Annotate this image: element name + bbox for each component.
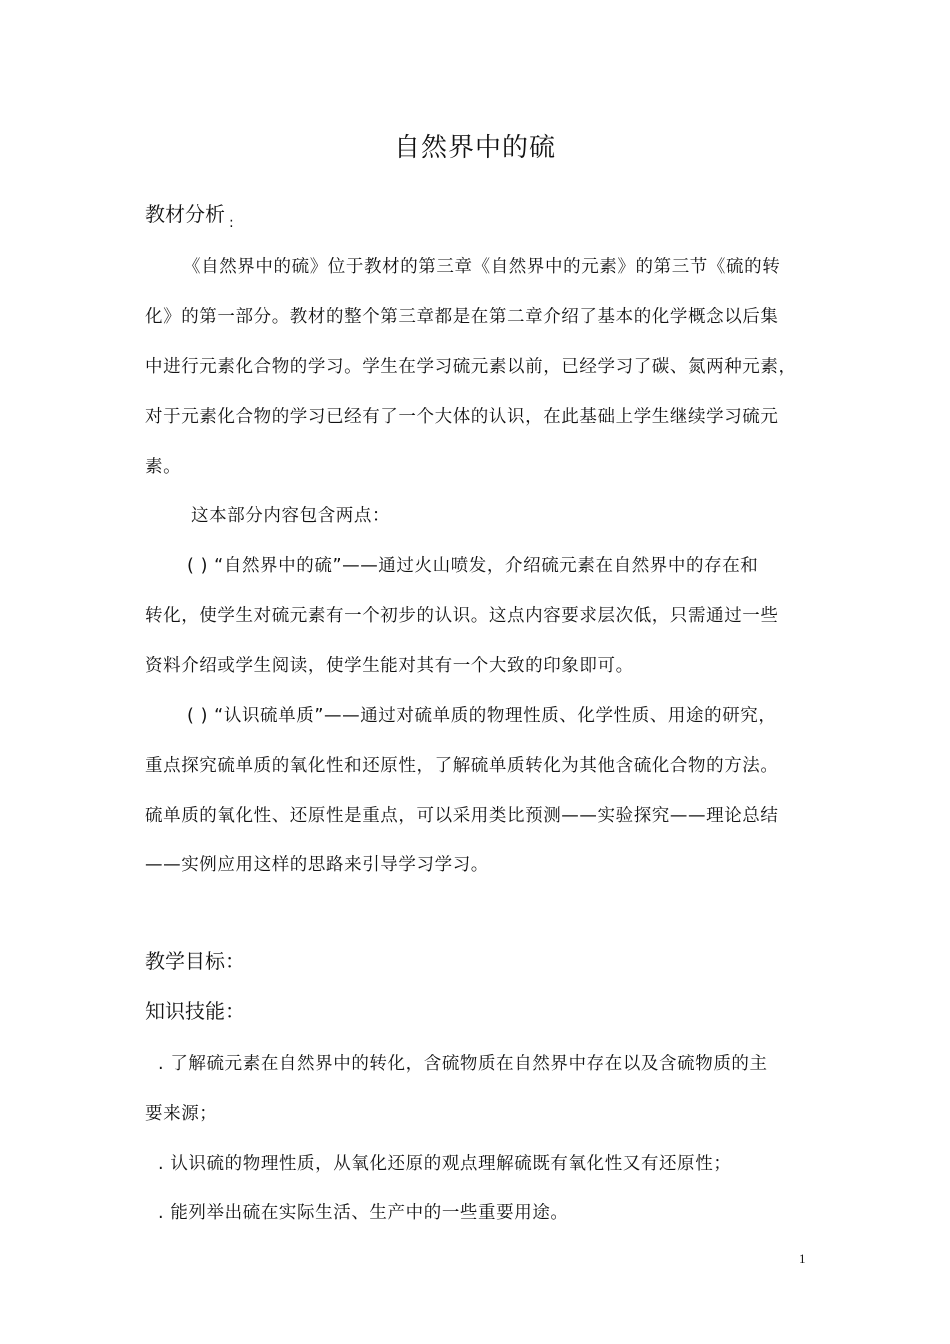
list-item-line: 硫单质的氧化性、还原性是重点，可以采用类比预测——实验探究——理论总结 bbox=[145, 806, 779, 826]
goal-line: 要来源； bbox=[145, 1104, 218, 1124]
goal-line: . 了解硫元素在自然界中的转化，含硫物质在自然界中存在以及含硫物质的主 bbox=[158, 1054, 768, 1074]
list-item-line: ( ) “认识硫单质”——通过对硫单质的物理性质、化学性质、用途的研究， bbox=[187, 706, 777, 726]
goal-line: . 认识硫的物理性质，从氧化还原的观点理解硫既有氧化性又有还原性； bbox=[158, 1154, 732, 1174]
list-item-line: ——实例应用这样的思路来引导学习学习。 bbox=[145, 855, 489, 875]
page-title: 自然界中的硫 bbox=[393, 133, 556, 163]
section-heading-analysis bbox=[145, 198, 234, 231]
list-item-line: ( ) “自然界中的硫”——通过火山喷发，介绍硫元素在自然界中的存在和 bbox=[187, 556, 759, 576]
paragraph-line: 这本部分内容包含两点： bbox=[191, 506, 391, 526]
paragraph-line: 化》的第一部分。教材的整个第三章都是在第二章介绍了基本的化学概念以后集 bbox=[145, 307, 779, 327]
goal-line: . 能列举出硫在实际生活、生产中的一些重要用途。 bbox=[158, 1203, 569, 1223]
sub-heading-knowledge-skills: 知识技能： bbox=[145, 999, 245, 1023]
list-item-line: 资料介绍或学生阅读，使学生能对其有一个大致的印象即可。 bbox=[145, 656, 634, 676]
paragraph-line: 素。 bbox=[145, 457, 182, 477]
paragraph-line: 《自然界中的硫》位于教材的第三章《自然界中的元素》的第三节《硫的转 bbox=[183, 257, 781, 277]
section-heading-analysis-colon: : bbox=[229, 215, 234, 231]
page-number: 1 bbox=[799, 1251, 806, 1266]
list-item-line: 重点探究硫单质的氧化性和还原性，了解硫单质转化为其他含硫化合物的方法。 bbox=[145, 756, 779, 776]
paragraph-line: 对于元素化合物的学习已经有了一个大体的认识，在此基础上学生继续学习硫元 bbox=[145, 407, 779, 427]
section-heading-analysis-text: 教材分析 bbox=[145, 202, 225, 226]
list-item-line: 转化，使学生对硫元素有一个初步的认识。这点内容要求层次低，只需通过一些 bbox=[145, 606, 779, 626]
section-heading-objectives: 教学目标： bbox=[145, 949, 245, 973]
paragraph-line: 中进行元素化合物的学习。学生在学习硫元素以前，已经学习了碳、氮两种元素， bbox=[145, 357, 797, 377]
